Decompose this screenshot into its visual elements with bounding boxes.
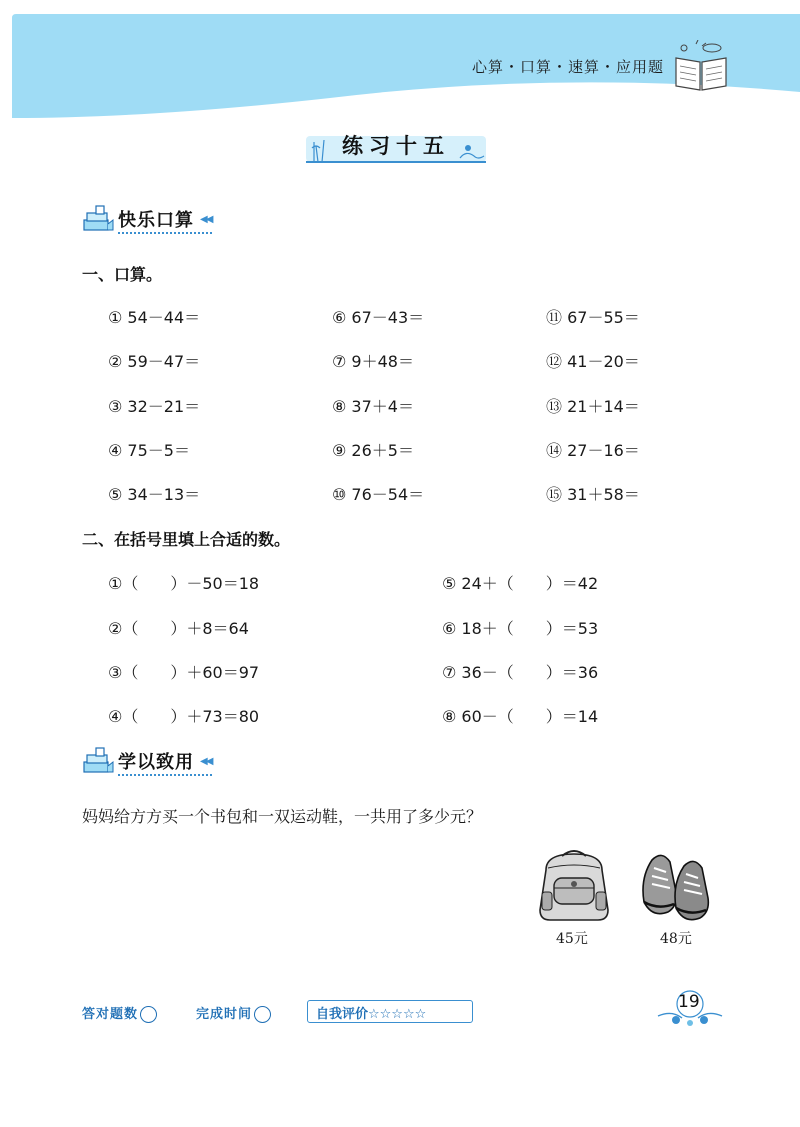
open-book-icon (672, 40, 730, 92)
double-arrow-icon: ◀◀ (200, 756, 212, 767)
section-underline (118, 232, 212, 234)
section-header-apply (82, 746, 222, 780)
page-number: 19 (678, 992, 700, 1012)
word-problem-text: 妈妈给方方买一个书包和一双运动鞋，一共用了多少元？ (82, 807, 483, 826)
backpack-icon (532, 848, 616, 924)
calc-item: ② 59－47＝ (108, 352, 201, 371)
smiley-icon (140, 1006, 157, 1023)
fill-blank-item: ⑦ 36－（ ）＝36 (442, 663, 599, 682)
self-evaluation-box (307, 1000, 473, 1023)
calc-item: ④ 75－5＝ (108, 441, 190, 460)
page-number-badge (656, 990, 724, 1030)
question-heading-2: 二、在括号里填上合适的数。 (82, 530, 291, 549)
calc-item: ⑮ 31＋58＝ (546, 485, 640, 504)
self-evaluation-label: 自我评价☆☆☆☆☆ (316, 1007, 427, 1022)
fill-blank-item: ⑤ 24＋（ ）＝42 (442, 574, 599, 593)
calc-item: ⑭ 27－16＝ (546, 441, 640, 460)
footer-correct-count (82, 1003, 157, 1023)
section-underline (118, 774, 212, 776)
title-banner (300, 128, 492, 168)
sneakers-price: 48元 (660, 931, 692, 947)
double-arrow-icon: ◀◀ (200, 214, 212, 225)
fill-blank-item: ⑥ 18＋（ ）＝53 (442, 619, 599, 638)
fill-blank-item: ⑧ 60－（ ）＝14 (442, 707, 599, 726)
time-label: 完成时间 (196, 1007, 253, 1022)
correct-count-label: 答对题数 (82, 1007, 139, 1022)
calc-item: ⑩ 76－54＝ (332, 485, 425, 504)
books-icon (82, 204, 114, 234)
footer-time (196, 1003, 271, 1023)
page-title: 练习十五 (342, 134, 450, 158)
section-title: 学以致用 (118, 752, 194, 773)
books-icon (82, 746, 114, 776)
backpack-price: 45元 (556, 931, 588, 947)
fill-blank-item: ③（ ）＋60＝97 (108, 663, 260, 682)
calc-item: ⑫ 41－20＝ (546, 352, 640, 371)
calc-item: ① 54－44＝ (108, 308, 201, 327)
calc-item: ⑤ 34－13＝ (108, 485, 201, 504)
question-heading-1: 一、口算。 (82, 265, 163, 284)
section-header-happy-calc (82, 204, 222, 238)
fill-blank-item: ①（ ）－50＝18 (108, 574, 260, 593)
calc-item: ⑦ 9＋48＝ (332, 352, 414, 371)
section-title: 快乐口算 (118, 210, 194, 231)
calc-item: ⑪ 67－55＝ (546, 308, 640, 327)
header-subtitle: 心算・口算・速算・应用题 (472, 58, 665, 76)
sneakers-icon (638, 848, 714, 924)
smiley-icon (254, 1006, 271, 1023)
calc-item: ③ 32－21＝ (108, 397, 201, 416)
calc-item: ⑨ 26＋5＝ (332, 441, 414, 460)
fill-blank-item: ④（ ）＋73＝80 (108, 707, 260, 726)
calc-item: ⑬ 21＋14＝ (546, 397, 640, 416)
fill-blank-item: ②（ ）＋8＝64 (108, 619, 249, 638)
calc-item: ⑥ 67－43＝ (332, 308, 425, 327)
calc-item: ⑧ 37＋4＝ (332, 397, 414, 416)
